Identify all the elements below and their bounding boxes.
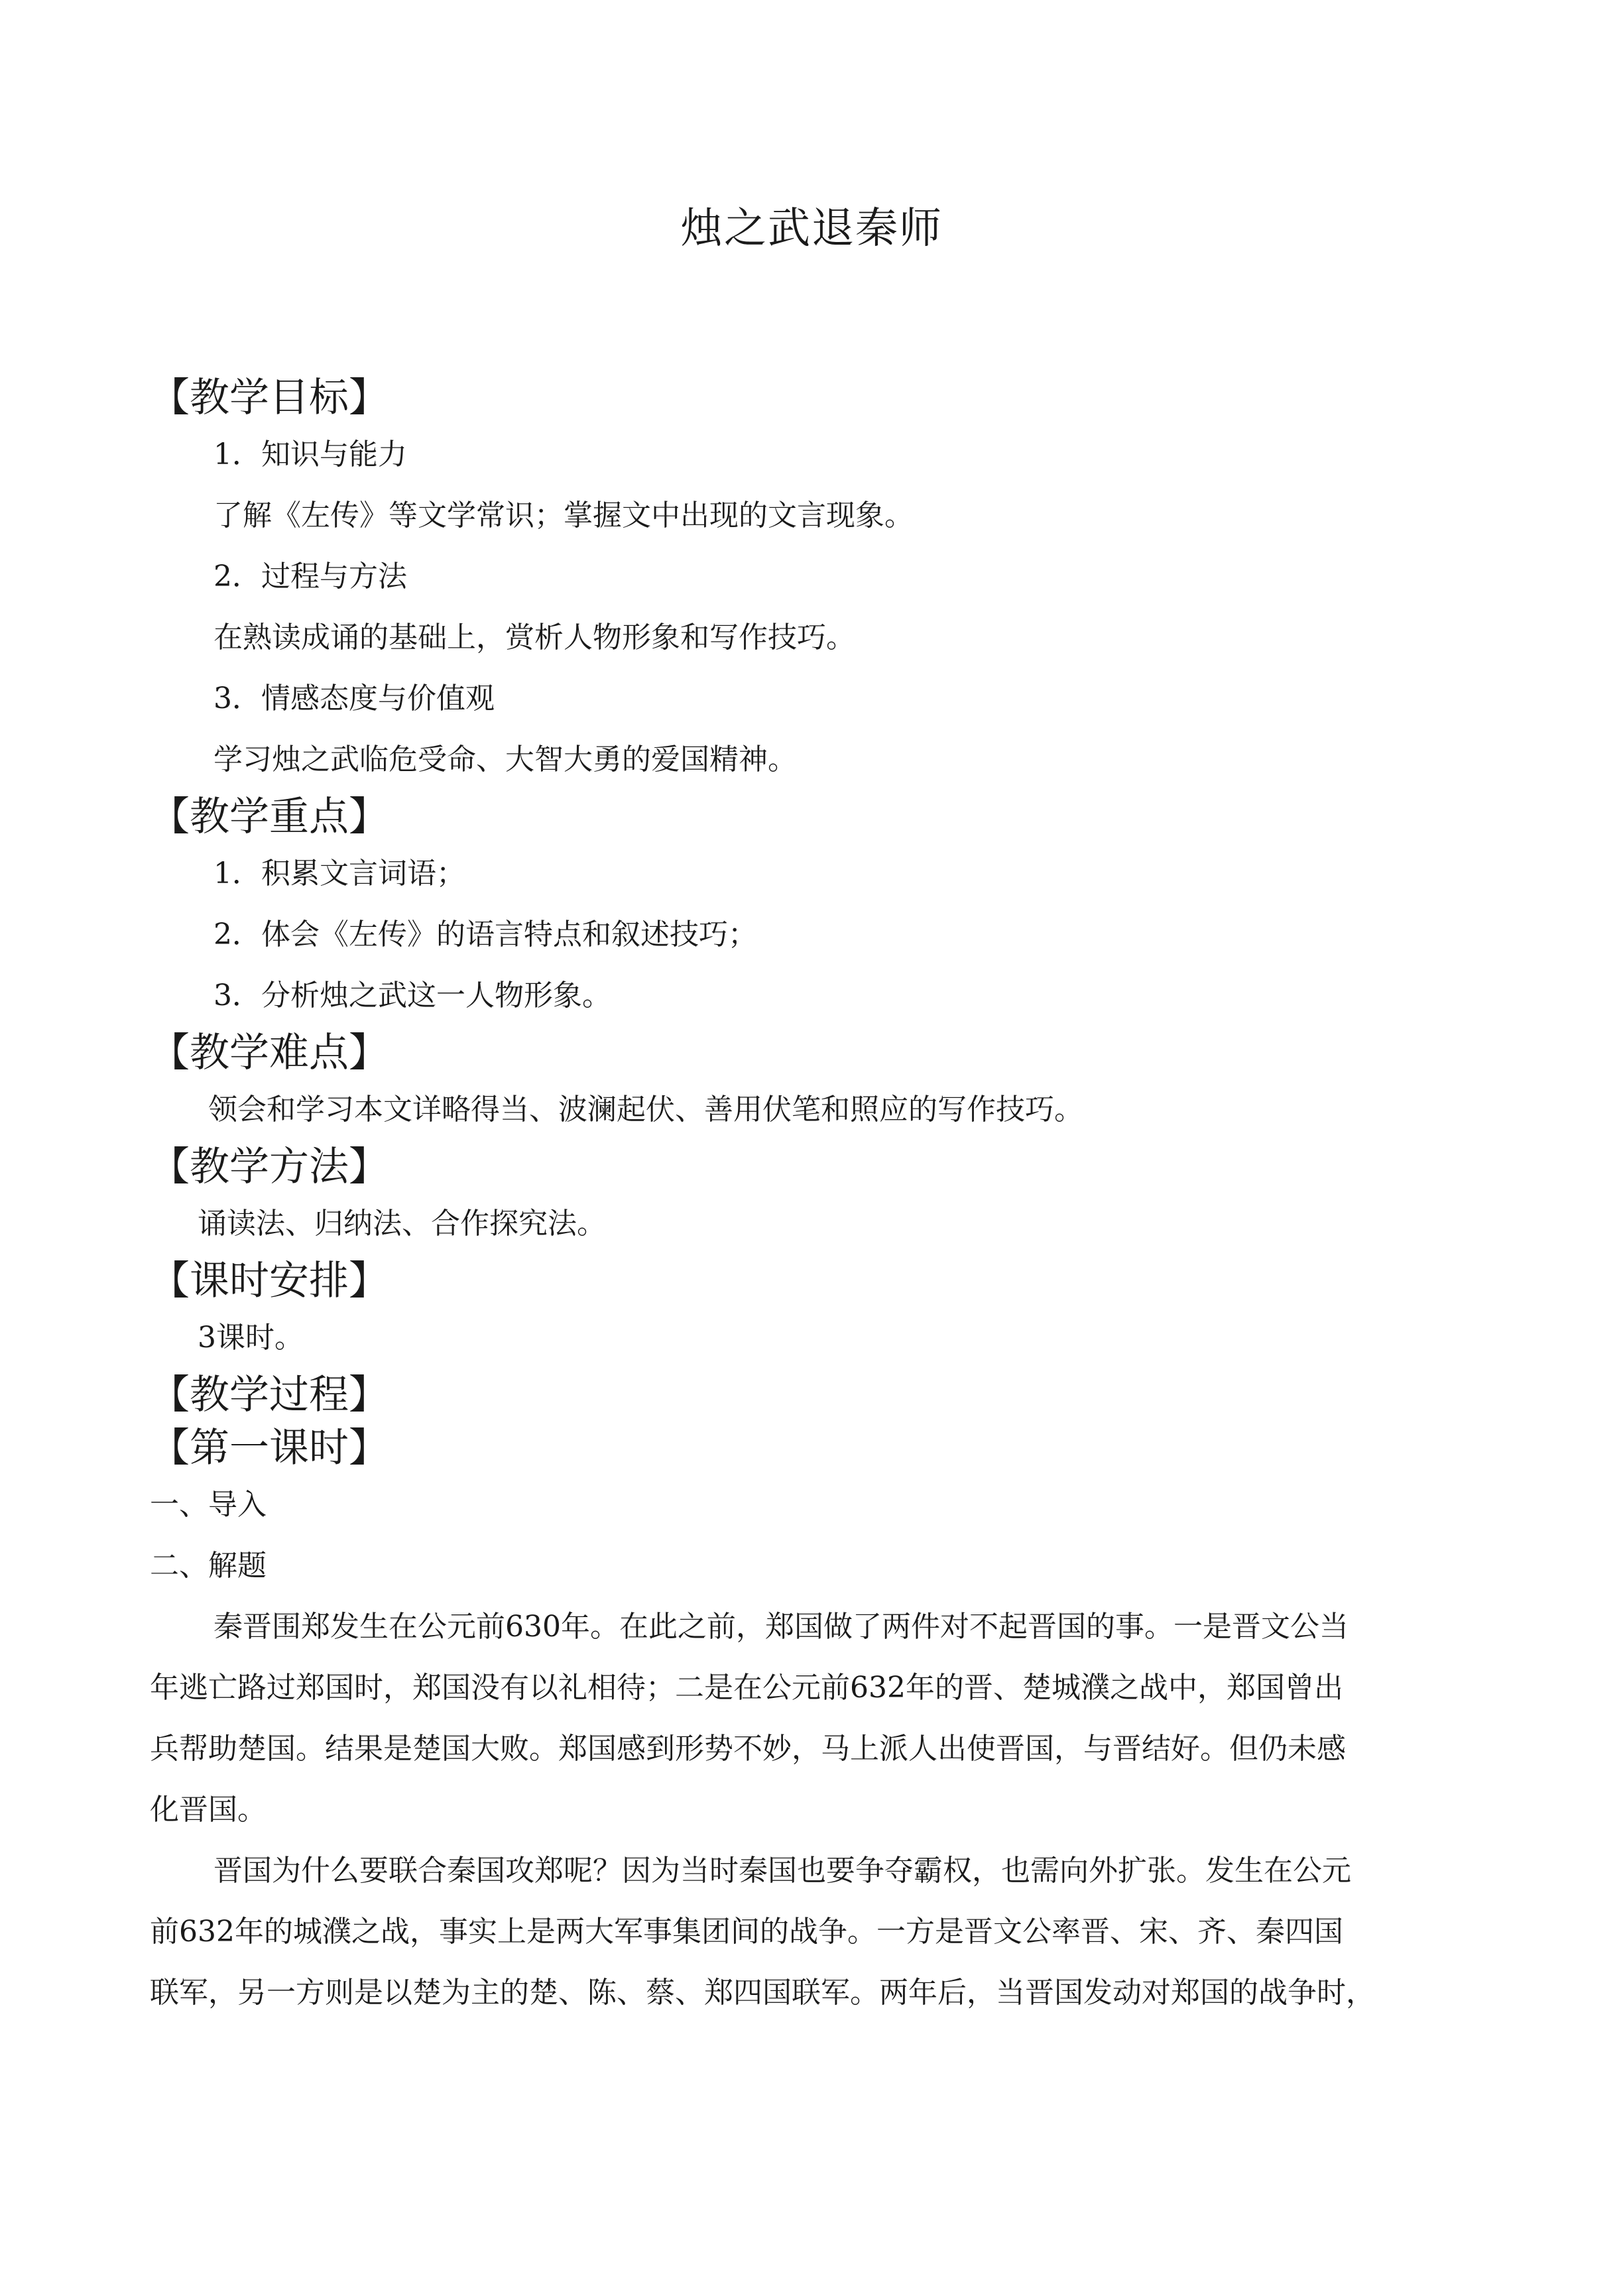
- step-intro: 一、导入: [150, 1488, 267, 1522]
- body-paragraph: [0, 1597, 1349, 1841]
- key-point-item: 2．体会《左传》的语言特点和叙述技巧；: [213, 918, 757, 951]
- objective-item: 2．过程与方法: [213, 560, 407, 593]
- section-heading-first-lesson: 【第一课时】: [150, 1425, 389, 1471]
- objective-item: 学习烛之武临危受命、大智大勇的爱国精神。: [213, 743, 797, 776]
- method-item: 诵读法、归纳法、合作探究法。: [198, 1207, 606, 1240]
- schedule-item: 3课时。: [198, 1321, 304, 1355]
- difficulty-item: 领会和学习本文详略得当、波澜起伏、善用伏笔和照应的写作技巧。: [208, 1093, 1083, 1126]
- document-body: [0, 371, 1623, 2024]
- paragraph-line: 联军，另一方则是以楚为主的楚、陈、蔡、郑四国联军。两年后，当晋国发动对郑国的战争时，: [150, 1976, 1375, 2010]
- paragraph-line: 秦晋围郑发生在公元前630年。在此之前，郑国做了两件对不起晋国的事。一是晋文公当: [213, 1610, 1349, 1644]
- document-title: 烛之武退秦师: [680, 204, 943, 253]
- section-heading-objectives: 【教学目标】: [150, 375, 389, 421]
- section-heading-process: 【教学过程】: [150, 1372, 389, 1418]
- section-heading-difficulties: 【教学难点】: [150, 1030, 389, 1076]
- paragraph-line: 兵帮助楚国。结果是楚国大败。郑国感到形势不妙，马上派人出使晋国，与晋结好。但仍未感: [150, 1732, 1346, 1766]
- section-heading-key-points: 【教学重点】: [150, 794, 389, 840]
- objective-item: 了解《左传》等文学常识；掌握文中出现的文言现象。: [213, 499, 914, 532]
- section-heading-methods: 【教学方法】: [150, 1144, 389, 1190]
- section-heading-schedule: 【课时安排】: [150, 1258, 389, 1304]
- objective-item: 3．情感态度与价值观: [213, 682, 495, 715]
- objective-item: 1．知识与能力: [213, 438, 407, 471]
- step-explanation: 二、解题: [150, 1549, 267, 1583]
- paragraph-line: 前632年的城濮之战，事实上是两大军事集团间的战争。一方是晋文公率晋、宋、齐、秦四国: [150, 1915, 1343, 1949]
- paragraph-line: 晋国为什么要联合秦国攻郑呢？因为当时秦国也要争夺霸权，也需向外扩张。发生在公元: [213, 1854, 1351, 1888]
- paragraph-line: 年逃亡路过郑国时，郑国没有以礼相待；二是在公元前632年的晋、楚城濮之战中，郑国曾出: [150, 1671, 1343, 1705]
- objective-item: 在熟读成诵的基础上，赏析人物形象和写作技巧。: [213, 621, 855, 654]
- key-point-item: 1．积累文言词语；: [213, 857, 465, 890]
- body-paragraph: [0, 1841, 1375, 2024]
- key-point-item: 3．分析烛之武这一人物形象。: [213, 979, 611, 1012]
- paragraph-line: 化晋国。: [150, 1793, 267, 1827]
